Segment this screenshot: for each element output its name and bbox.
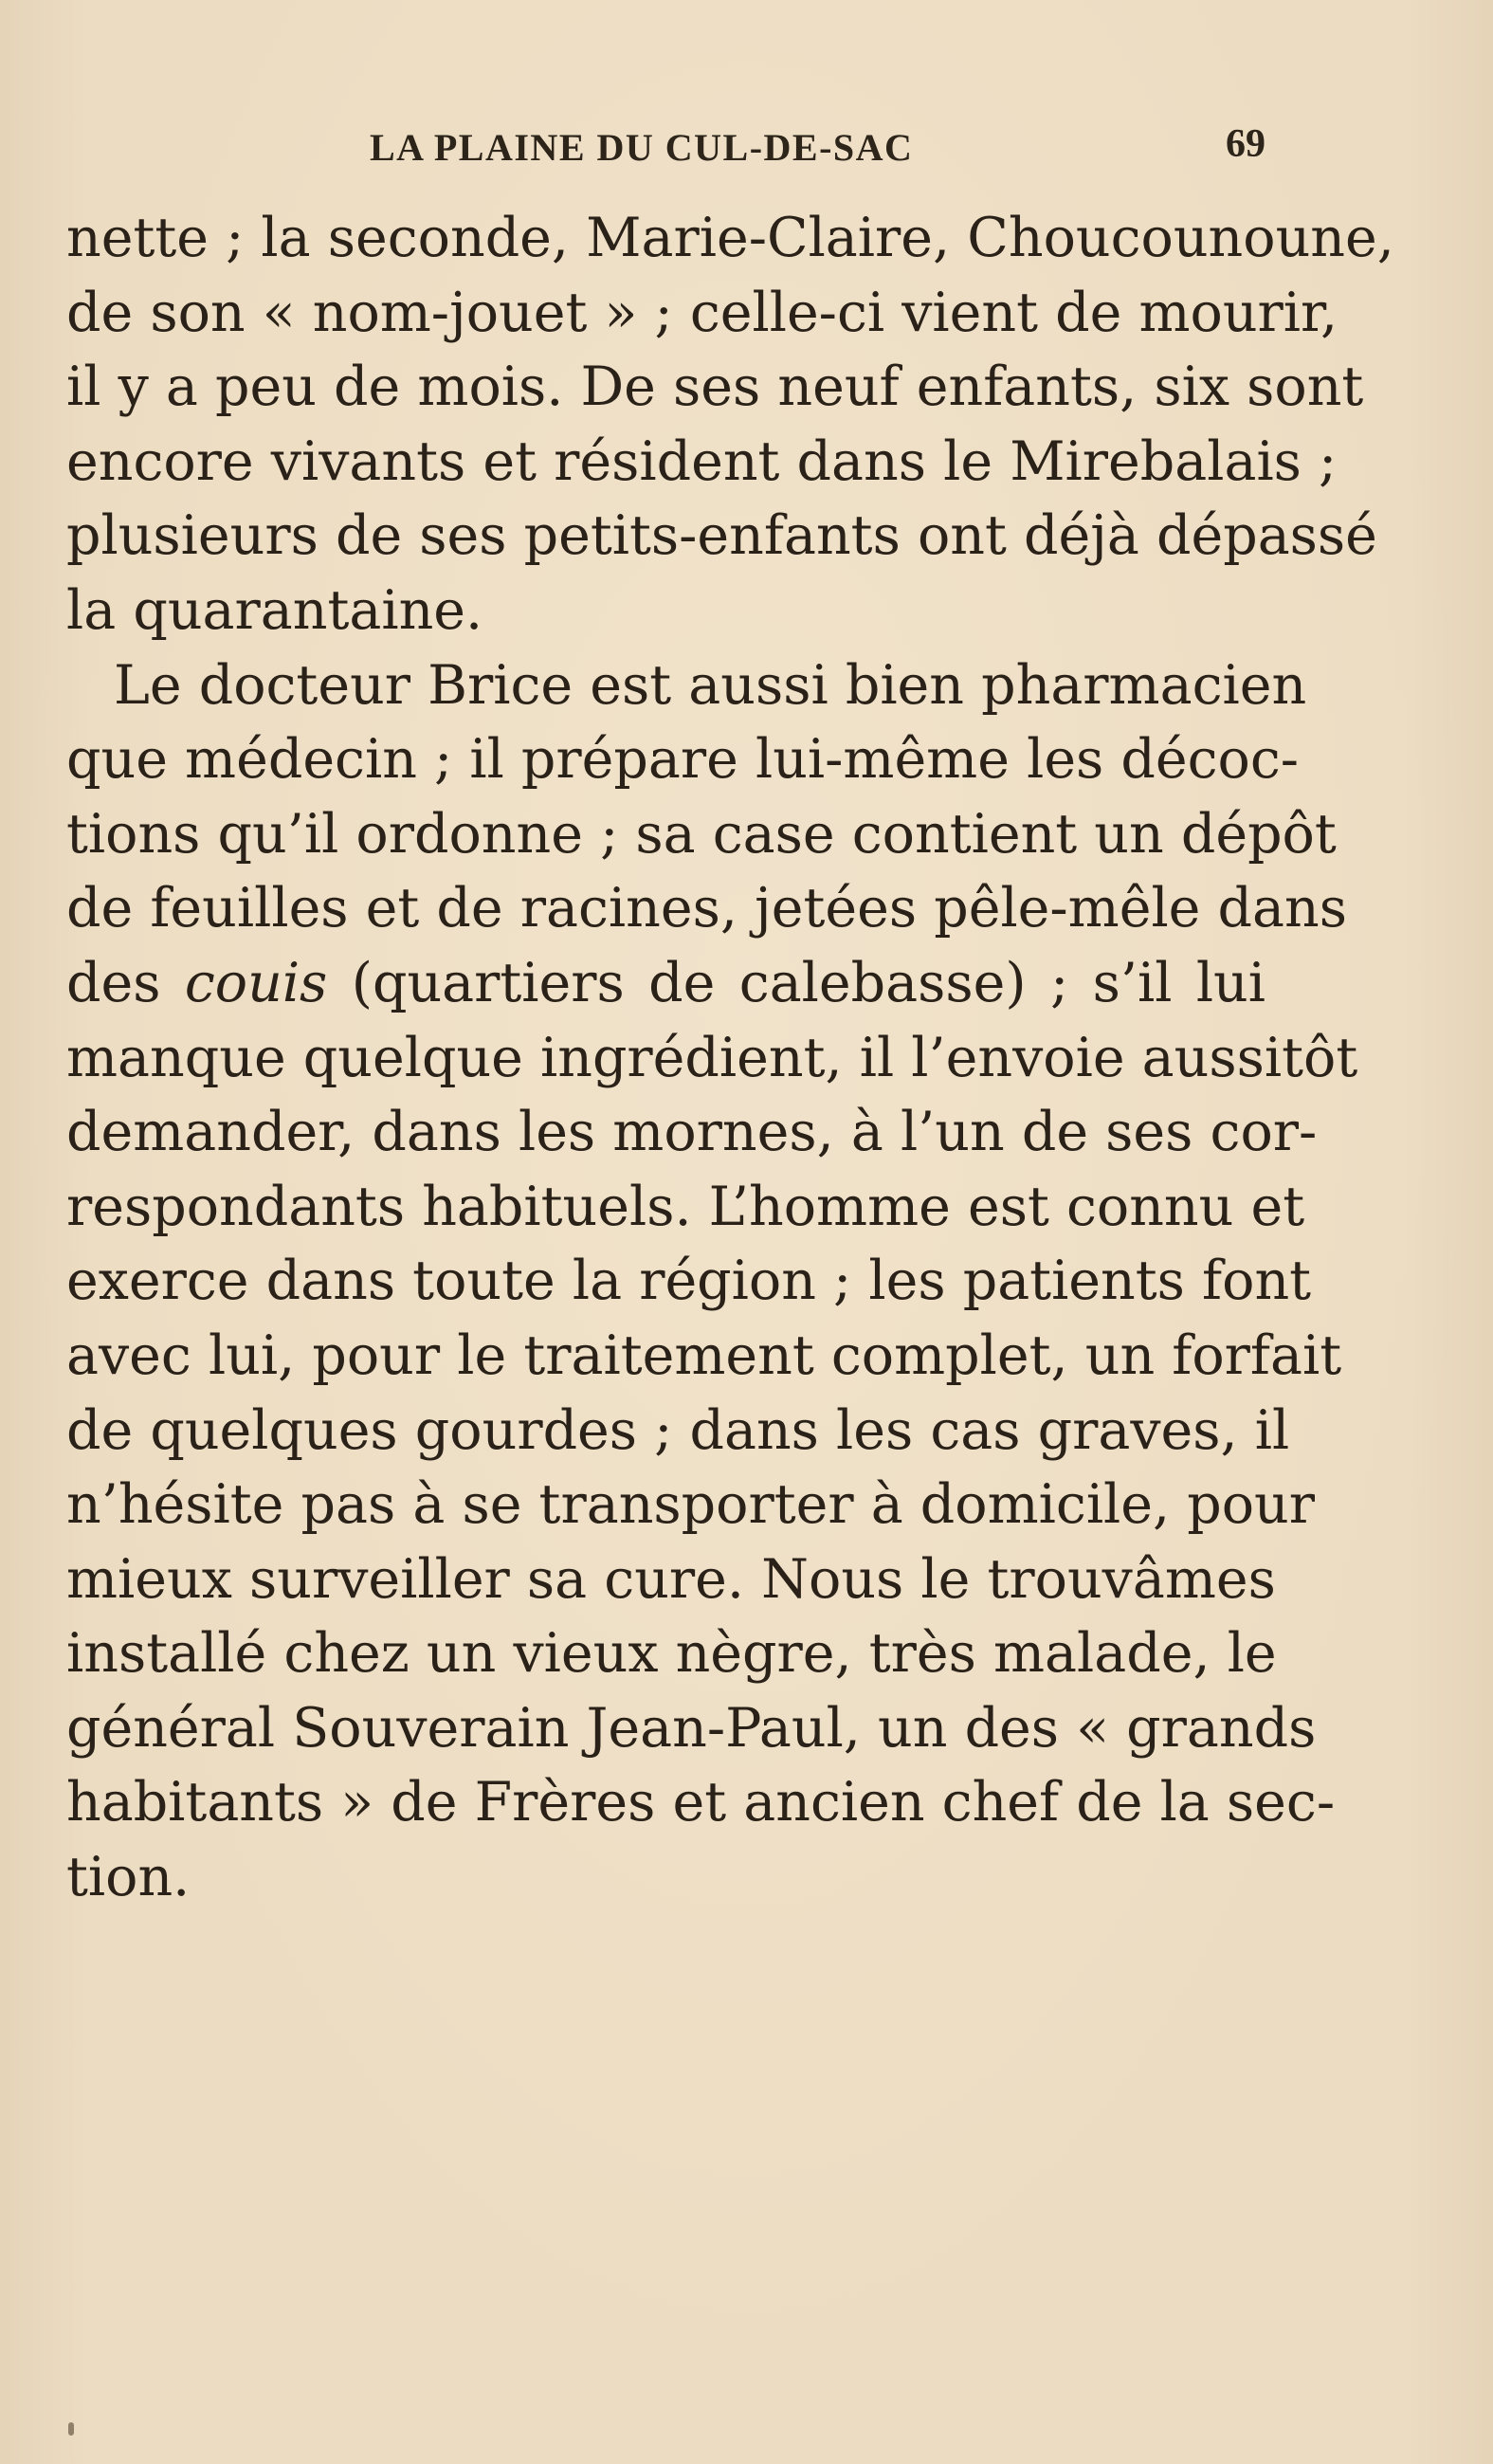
page-header bbox=[0, 0, 1493, 190]
text-line: manque quelque ingrédient, il l’envoie aussitôt bbox=[66, 1026, 1358, 1089]
text-line: tion. bbox=[66, 1846, 191, 1909]
body-text bbox=[66, 201, 1394, 1915]
text-line: Le docteur Brice est aussi bien pharmacien bbox=[114, 653, 1307, 717]
text-line: la quarantaine. bbox=[66, 578, 483, 642]
text-line: avec lui, pour le traitement complet, un forfait bbox=[66, 1323, 1342, 1387]
italic-term: couis bbox=[184, 951, 328, 1014]
paragraph-1 bbox=[66, 201, 1394, 648]
text-line: que médecin ; il prépare lui-même les décoc- bbox=[66, 728, 1300, 792]
text-line: de son « nom-jouet » ; celle-ci vient de mourir, bbox=[66, 281, 1338, 344]
text-line bbox=[66, 946, 1265, 1021]
text-line: général Souverain Jean-Paul, un des « grands bbox=[66, 1696, 1317, 1760]
text-line: encore vivants et résident dans le Mirebalais ; bbox=[66, 429, 1338, 493]
text-line: nette ; la seconde, Marie-Claire, Choucounoune, bbox=[66, 207, 1394, 269]
text-segment: (quartiers de calebasse) ; s’il lui bbox=[327, 951, 1265, 1014]
text-line: mieux surveiller sa cure. Nous le trouvâmes bbox=[66, 1547, 1276, 1611]
text-line: demander, dans les mornes, à l’un de ses cor- bbox=[66, 1101, 1318, 1164]
text-line: de quelques gourdes ; dans les cas graves, il bbox=[66, 1398, 1290, 1462]
text-segment: des bbox=[66, 951, 185, 1014]
text-line: plusieurs de ses petits-enfants ont déjà dépassé bbox=[66, 504, 1377, 568]
text-line: habitants » de Frères et ancien chef de la sec- bbox=[66, 1771, 1336, 1834]
page-number: 69 bbox=[1226, 122, 1265, 166]
text-line: de feuilles et de racines, jetées pêle-mêle dans bbox=[66, 877, 1347, 940]
text-line: il y a peu de mois. De ses neuf enfants, six sont bbox=[66, 356, 1364, 419]
text-line: exerce dans toute la région ; les patients font bbox=[66, 1250, 1312, 1313]
running-title: LA PLAINE DU CUL-DE-SAC bbox=[370, 126, 914, 169]
text-line: tions qu’il ordonne ; sa case contient un dépôt bbox=[66, 802, 1337, 866]
text-line: n’hésite pas à se transporter à domicile, pour bbox=[66, 1473, 1316, 1537]
text-line: respondants habituels. L’homme est connu et bbox=[66, 1175, 1305, 1238]
text-line: installé chez un vieux nègre, très malade, le bbox=[66, 1622, 1277, 1686]
paragraph-2 bbox=[66, 648, 1358, 1915]
paper-blemish bbox=[68, 2422, 74, 2436]
